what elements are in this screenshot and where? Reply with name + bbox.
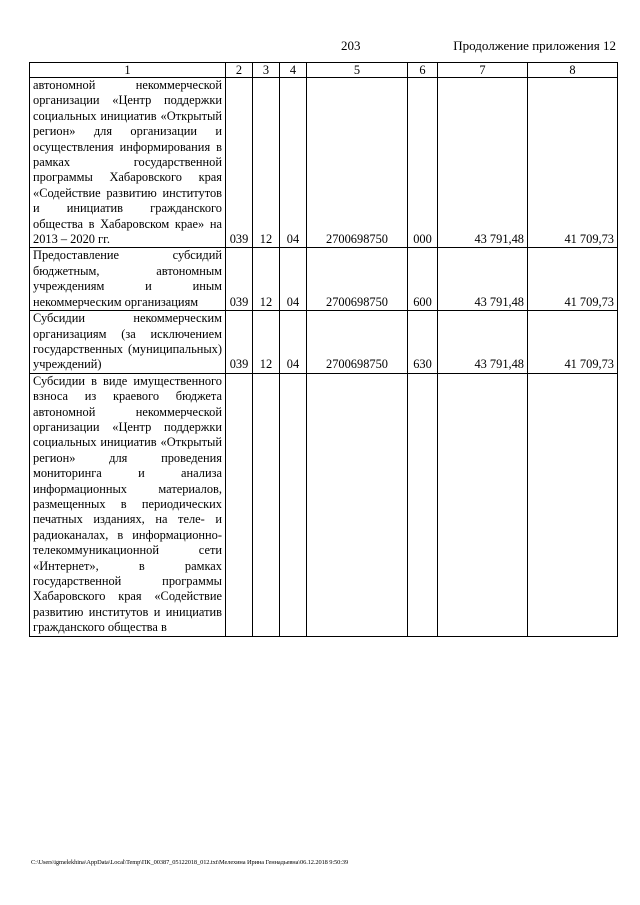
cell-subsection: 04	[280, 311, 307, 374]
cell-section: 12	[253, 311, 280, 374]
table-row	[30, 248, 618, 311]
table-header-row	[30, 63, 618, 78]
cell-expense-type	[408, 373, 438, 636]
cell-amount-1	[438, 373, 528, 636]
cell-amount-1: 43 791,48	[438, 78, 528, 248]
cell-expense-type: 600	[408, 248, 438, 311]
table-row	[30, 373, 618, 636]
cell-subsection: 04	[280, 248, 307, 311]
cell-ministry-code	[226, 373, 253, 636]
cell-subsection: 04	[280, 78, 307, 248]
column-header: 8	[528, 63, 618, 78]
budget-table	[29, 62, 618, 637]
cell-amount-2: 41 709,73	[528, 78, 618, 248]
cell-amount-2: 41 709,73	[528, 248, 618, 311]
cell-section: 12	[253, 78, 280, 248]
cell-ministry-code: 039	[226, 248, 253, 311]
column-header: 6	[408, 63, 438, 78]
page-number: 203	[341, 38, 361, 53]
cell-expense-type: 000	[408, 78, 438, 248]
column-header: 1	[30, 63, 226, 78]
cell-expense-type: 630	[408, 311, 438, 374]
column-header: 5	[307, 63, 408, 78]
row-description: Субсидии некоммерческим организациям (за исключением государственных (муниципальных) учреждений)	[30, 311, 226, 374]
cell-section	[253, 373, 280, 636]
cell-amount-1: 43 791,48	[438, 248, 528, 311]
cell-ministry-code: 039	[226, 78, 253, 248]
cell-target-article: 2700698750	[307, 248, 408, 311]
cell-section: 12	[253, 248, 280, 311]
column-header: 2	[226, 63, 253, 78]
row-description: Предоставление субсидий бюджетным, автономным учреждениям и иным некоммерческим организациям	[30, 248, 226, 311]
cell-amount-2	[528, 373, 618, 636]
row-description: Субсидии в виде имущественного взноса из краевого бюджета автономной некоммерческой организации «Центр поддержки социальных инициатив «Открытый регион» для проведения мониторинга и анализа информационных материалов, размещенных в периодических печатных изданиях, на теле- и радиоканалах, в информационно-телекоммуникационной сети «Интернет», в рамках государственной программы Хабаровского края «Содействие развитию институтов и инициатив гражданского общества в	[30, 373, 226, 636]
cell-target-article: 2700698750	[307, 78, 408, 248]
cell-target-article: 2700698750	[307, 311, 408, 374]
cell-amount-2: 41 709,73	[528, 311, 618, 374]
table-row	[30, 78, 618, 248]
row-description: автономной некоммерческой организации «Центр поддержки социальных инициатив «Открытый регион» для организации и осуществления информирования в рамках государственной программы Хабаровского края «Содействие развитию институтов и инициатив гражданского общества в Хабаровском крае» на 2013 – 2020 гг.	[30, 78, 226, 248]
column-header: 4	[280, 63, 307, 78]
cell-target-article	[307, 373, 408, 636]
continuation-label: Продолжение приложения 12	[453, 38, 616, 53]
cell-subsection	[280, 373, 307, 636]
cell-ministry-code: 039	[226, 311, 253, 374]
column-header: 7	[438, 63, 528, 78]
file-path-footer: C:\Users\igmelekhina\AppData\Local\Temp\ПК_00387_05122018_012.txt\Мелехина Ирина Геннадьевна\06.12.2018 9:50:39	[31, 859, 349, 866]
cell-amount-1: 43 791,48	[438, 311, 528, 374]
table-row	[30, 311, 618, 374]
column-header: 3	[253, 63, 280, 78]
